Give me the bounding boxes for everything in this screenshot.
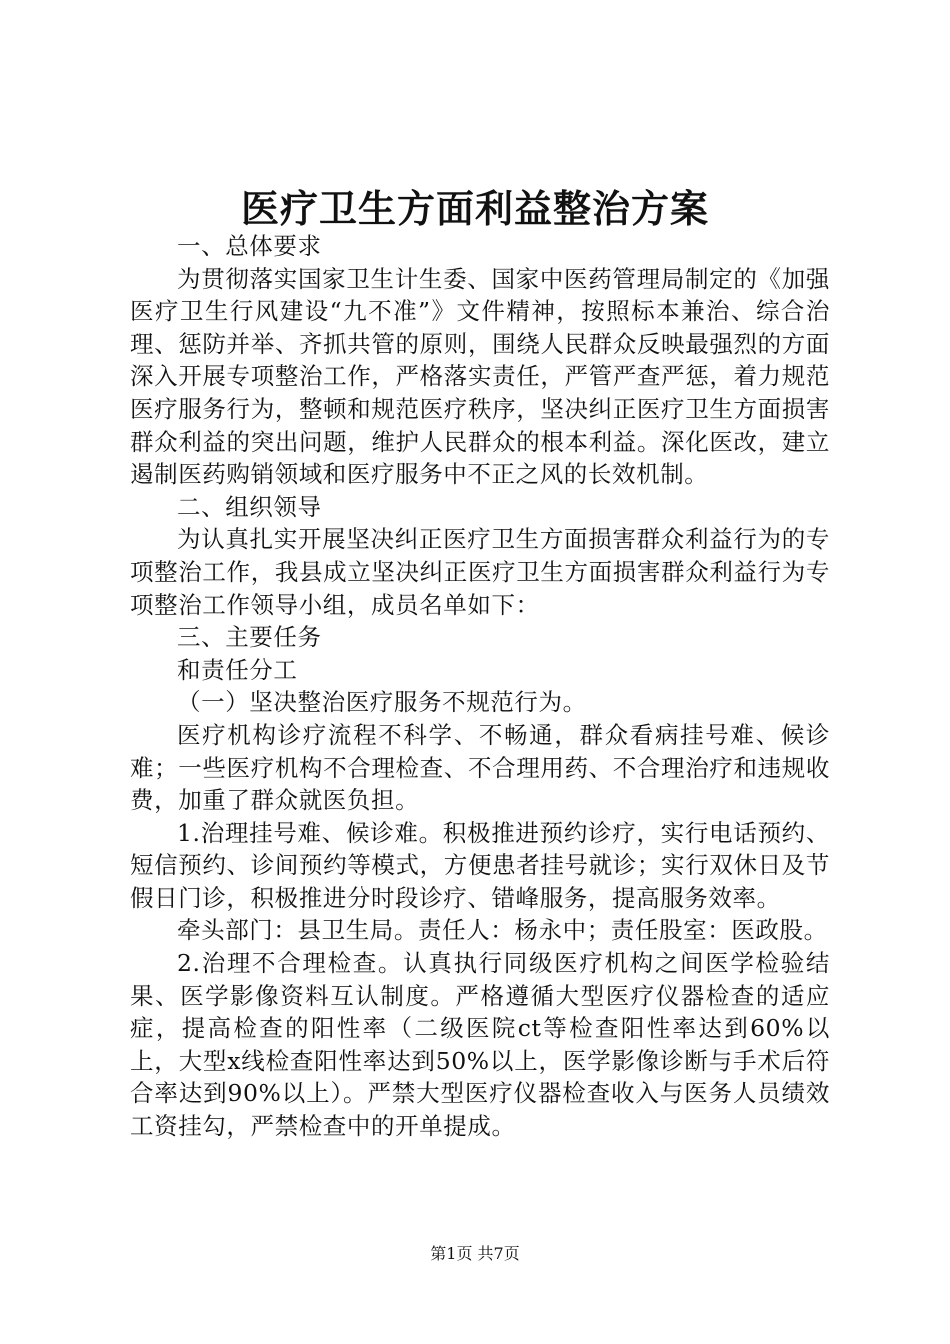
paragraph: 1.治理挂号难、候诊难。积极推进预约诊疗，实行电话预约、短信预约、诊间预约等模式，方便患者挂号就诊；实行双休日及节假日门诊，积极推进分时段诊疗、错峰服务，提高服务效率。 [130,818,830,912]
page-footer: 第1页 共7页 [430,1244,520,1263]
paragraph: 牵头部门：县卫生局。责任人：杨永中；责任股室：医政股。 [177,916,828,945]
paragraph: 2.治理不合理检查。认真执行同级医疗机构之间医学检验结果、医学影像资料互认制度。严格遵循大型医疗仪器检查的适应症，提高检查的阳性率（二级医院ct等检查阳性率达到60%以上，大型x线检查阳性率达到50%以上，医学影像诊断与手术后符合率达到90%以上）。严禁大型医疗仪器检查收入与医务人员绩效工资挂勾，严禁检查中的开单提成。 [130,949,830,1141]
section-heading: 一、总体要求 [177,232,322,260]
section-heading: 二、组织领导 [177,492,322,521]
document-body [130,230,830,1143]
paragraph: 为贯彻落实国家卫生计生委、国家中医药管理局制定的《加强医疗卫生行风建设“九不准”》文件精神，按照标本兼治、综合治理、惩防并举、齐抓共管的原则，围绕人民群众反映最强烈的方面深入开展专项整治工作，严格落实责任，严管严查严惩，着力规范医疗服务行为，整顿和规范医疗秩序，坚决纠正医疗卫生方面损害群众利益的突出问题，维护人民群众的根本利益。深化医改，建立遏制医药购销领域和医疗服务中不正之风的长效机制。 [130,264,830,489]
paragraph: 为认真扎实开展坚决纠正医疗卫生方面损害群众利益行为的专项整治工作，我县成立坚决纠正医疗卫生方面损害群众利益行为专项整治工作领导小组，成员名单如下： [130,525,830,619]
page-title: 医疗卫生方面利益整治方案 [240,186,709,231]
subsection-heading: （一）坚决整治医疗服务不规范行为。 [177,688,587,717]
paragraph: 医疗机构诊疗流程不科学、不畅通，群众看病挂号难、候诊难；一些医疗机构不合理检查、不合理用药、不合理治疗和违规收费，加重了群众就医负担。 [130,720,830,815]
section-heading: 和责任分工 [177,655,298,684]
section-heading: 三、主要任务 [177,623,322,652]
